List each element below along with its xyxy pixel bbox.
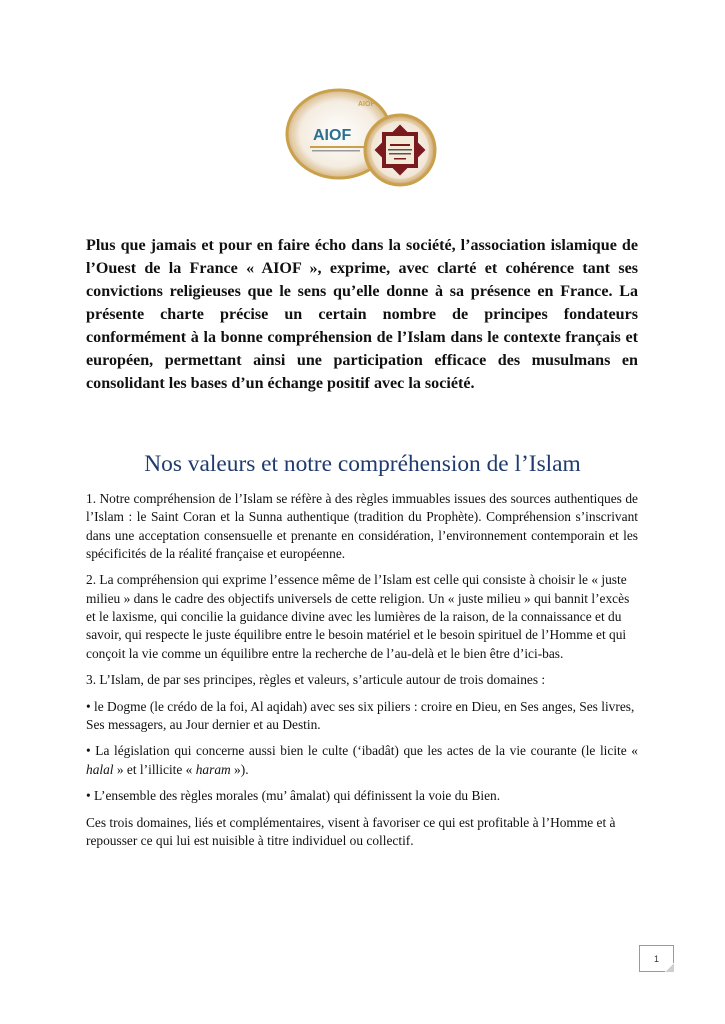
bullet-legislation (86, 742, 638, 779)
term-haram: haram (195, 761, 231, 777)
charter-body (86, 490, 638, 858)
paragraph-1: 1. Notre compréhension de l’Islam se réfère à des règles immuables issues des sources authentiques de l’Islam : le Saint Coran et la Sunna authentique (tradition du Prophète). Compréhension s’inscrivant dans une acceptation consensuelle et prenante en considération, l’environnement contemporain et les spécificités de la réalité française et européenne. (86, 491, 638, 561)
bullet-legislation-text-b: » et l’illicite « (113, 761, 196, 777)
logo-badge-text: AIOF (358, 101, 375, 108)
term-halal: halal (86, 761, 114, 777)
bullet-morale: • L’ensemble des règles morales (mu’ âmalat) qui définissent la voie du Bien. (86, 788, 501, 804)
bullet-legislation-text-a: • La législation qui concerne aussi bien le culte (‘ibadât) que les actes de la vie courante (le licite « (86, 743, 638, 759)
intro-paragraph: Plus que jamais et pour en faire écho dans la société, l’association islamique de l’Ouest de la France « AIOF », exprime, avec clarté et cohérence tant ses convictions religieuses que le sens qu’elle donne à sa présence en France. La présente charte précise un certain nombre de principes fondateurs conformément à la bonne compréhension de l’Islam dans le contexte français et européen, permettant ainsi une participation efficace des musulmans en consolidant les bases d’un échange positif avec la société. (86, 237, 638, 392)
paragraph-2: 2. La compréhension qui exprime l’essence même de l’Islam est celle qui consiste à choisir le « juste milieu » dans le cadre des objectifs universels de cette religion. Un « juste milieu » qui bannit l’excès et le laxisme, qui concilie la guidance divine avec les lumières de la raison, de la connaissance et du savoir, qui respecte le juste équilibre entre le besoin matériel et le besoin spirituel de l’Homme et qui conçoit la vie comme un équilibre entre la recherche de l’au-delà et le bien être d’ici-bas. (86, 572, 630, 661)
aiof-logo (283, 86, 439, 194)
bullet-legislation-text-c: »). (230, 761, 249, 777)
bullet-dogme: • le Dogme (le crédo de la foi, Al aqidah) avec ses six piliers : croire en Dieu, en Ses anges, Ses livres, Ses messagers, au Jour dernier et au Destin. (86, 698, 635, 732)
paragraph-4: Ces trois domaines, liés et complémentaires, visent à favoriser ce qui est profitable à l’Homme et à repousser ce qui lui est nuisible à titre individuel ou collectif. (86, 814, 616, 848)
paragraph-3: 3. L’Islam, de par ses principes, règles et valeurs, s’articule autour de trois domaines : (86, 672, 546, 688)
page-number: 1 (639, 945, 674, 972)
logo-main-text: AIOF (313, 127, 352, 144)
section-heading: Nos valeurs et notre compréhension de l’Islam (144, 451, 581, 477)
